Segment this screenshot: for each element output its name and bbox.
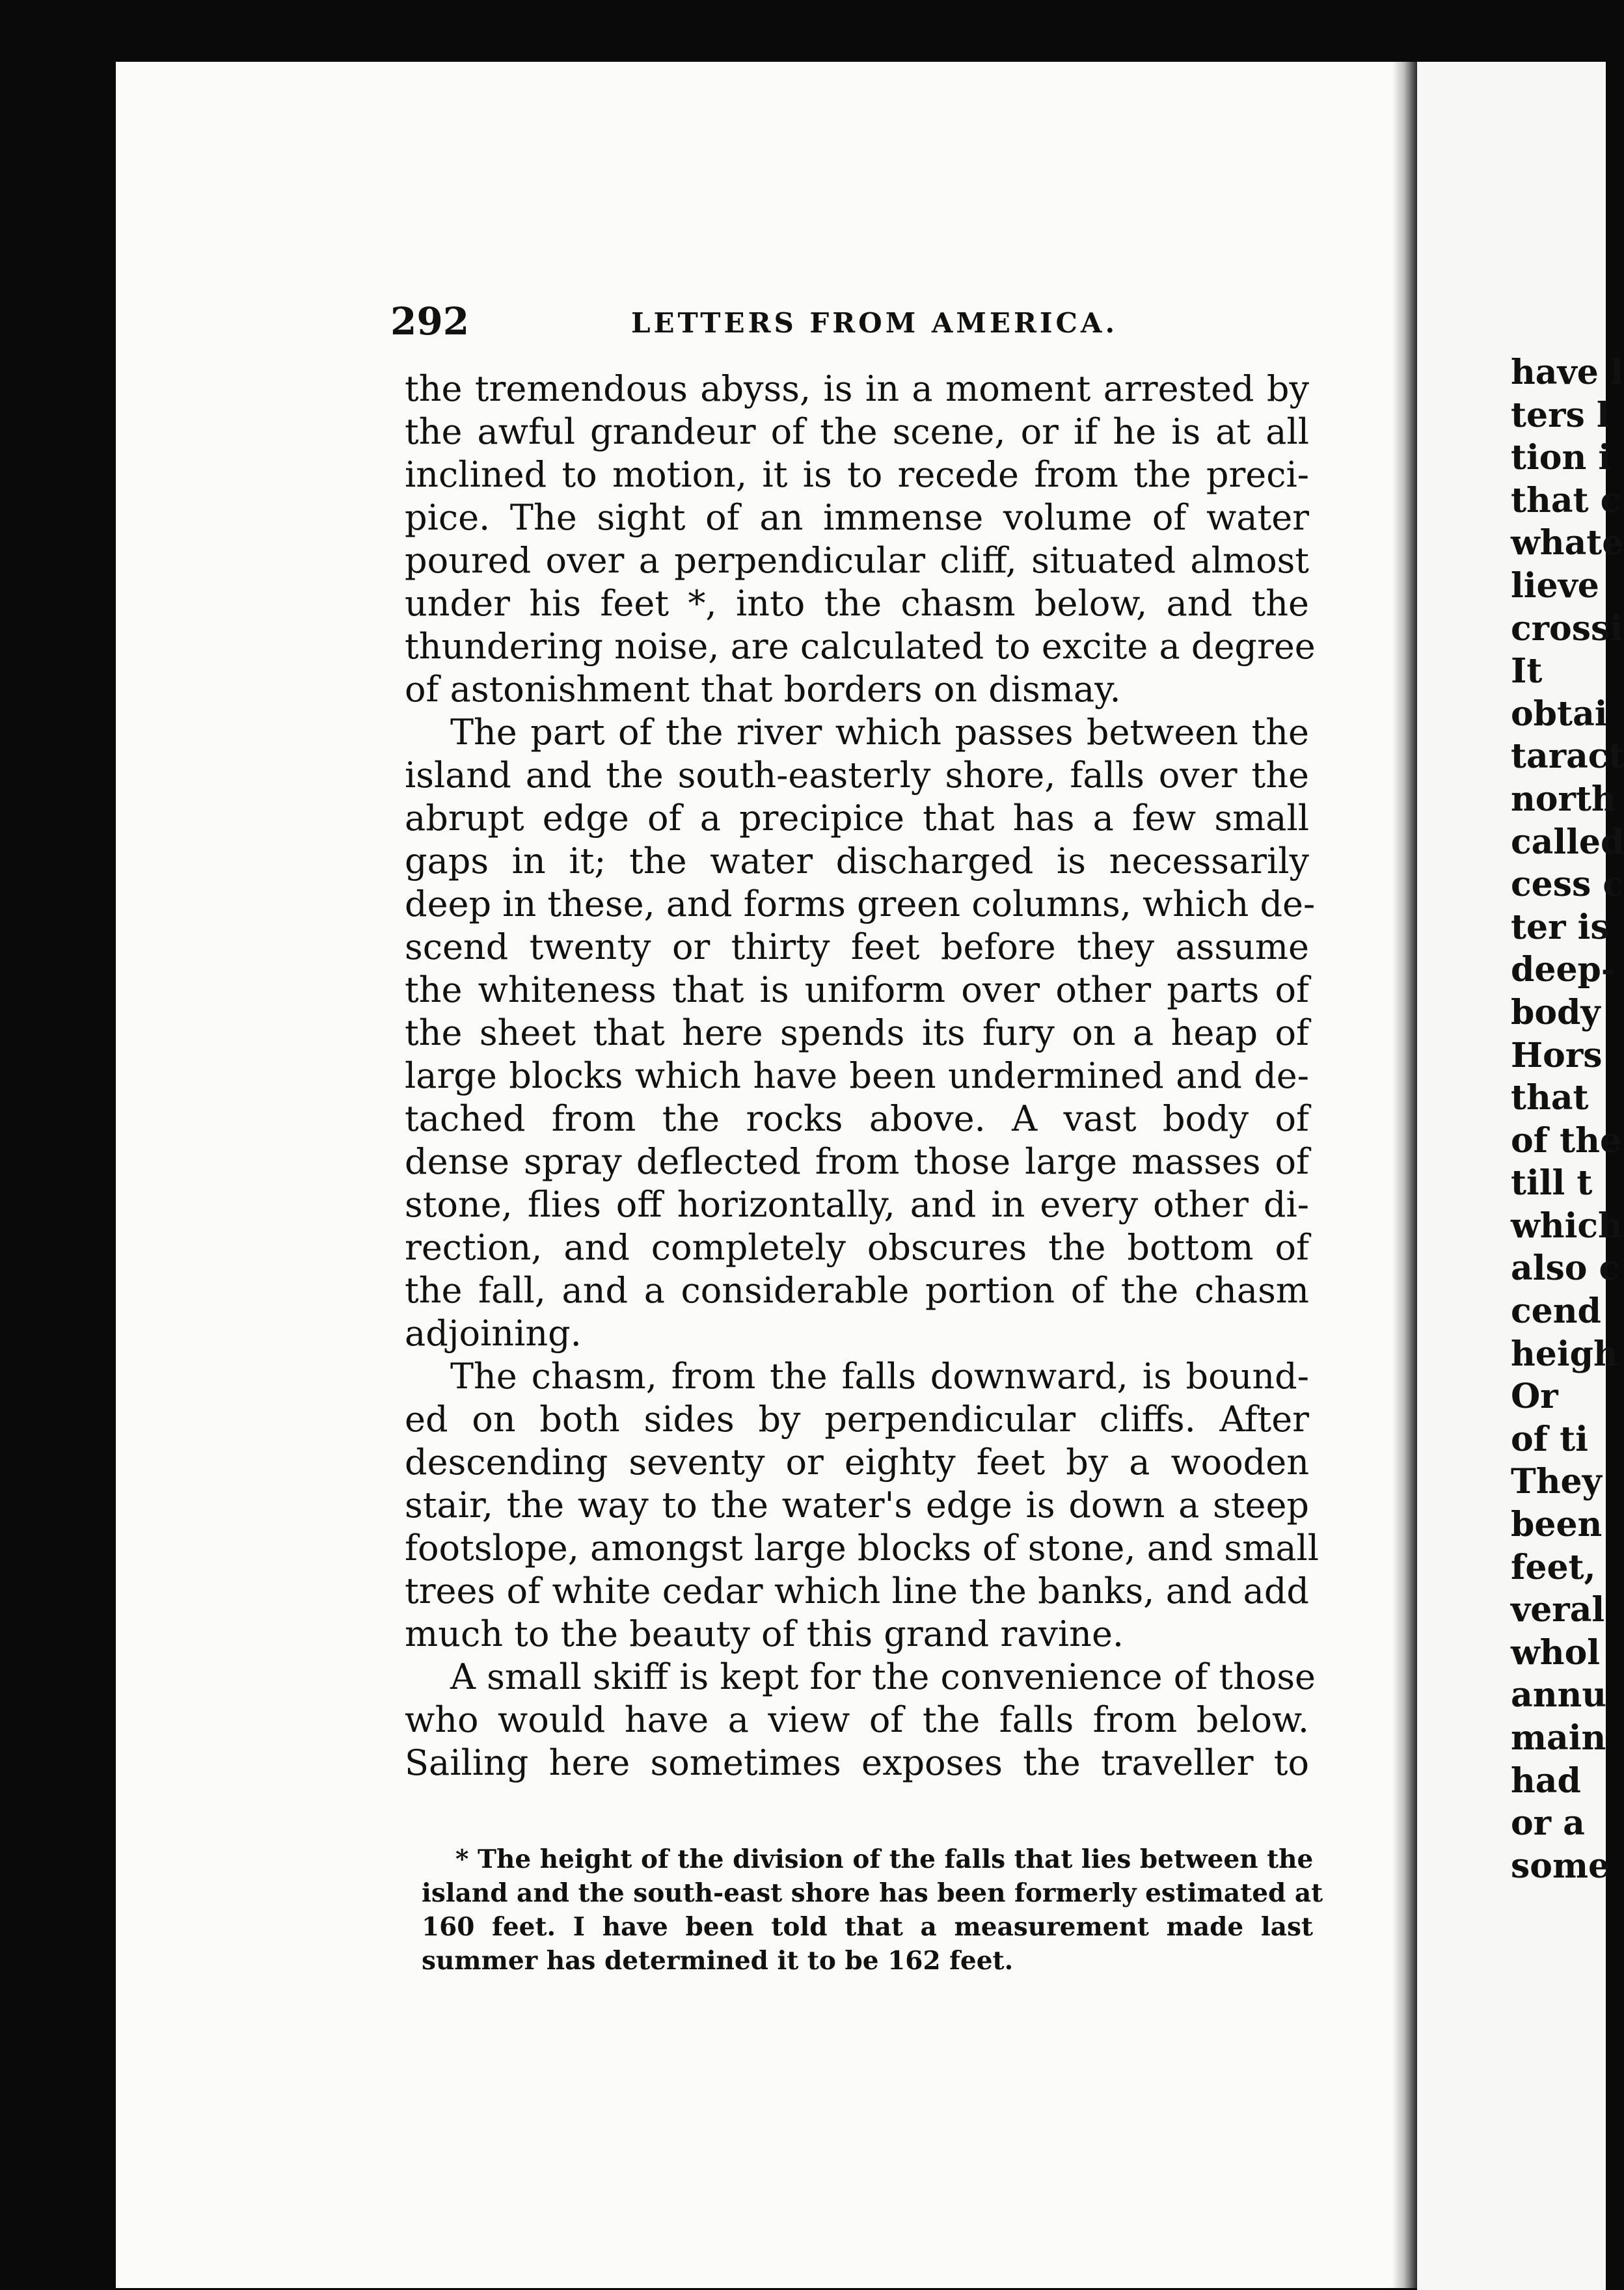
right-page-line: It (1511, 651, 1543, 692)
text-line: Sailing here sometimes exposes the traveller to (405, 1742, 1309, 1783)
right-page-line: cess c (1511, 865, 1624, 905)
right-page-line: some (1511, 1846, 1610, 1886)
right-page-line: lieve (1511, 565, 1599, 606)
footnote-line: * The height of the division of the falls that lies between the (455, 1844, 1314, 1874)
text-line: the whiteness that is uniform over other parts of (405, 969, 1309, 1010)
text-line: stair, the way to the water's edge is down a steep (405, 1485, 1309, 1526)
right-page-line: or a (1511, 1803, 1585, 1844)
text-line: of astonishment that borders on dismay. (405, 669, 1121, 710)
text-line: thundering noise, are calculated to excite a degree (405, 626, 1316, 667)
text-line: descending seventy or eighty feet by a wooden (405, 1442, 1309, 1483)
right-page-line: been (1511, 1505, 1603, 1545)
right-page-line: veral (1511, 1590, 1605, 1630)
right-page-text (1511, 351, 1624, 1887)
right-page-line: called (1511, 822, 1624, 862)
right-page-line: ter is (1511, 907, 1610, 947)
footnote-line: summer has determined it to be 162 feet. (422, 1946, 1014, 1976)
right-page-line: Or (1511, 1377, 1558, 1417)
text-line: who would have a view of the falls from below. (405, 1699, 1309, 1740)
text-line: under his feet *, into the chasm below, and the (405, 583, 1309, 624)
right-page-line: that c (1511, 480, 1621, 520)
text-line: ed on both sides by perpendicular cliffs. After (405, 1399, 1309, 1440)
text-line: poured over a perpendicular cliff, situated almost (405, 540, 1309, 581)
text-line: the fall, and a considerable portion of the chasm (405, 1270, 1309, 1311)
right-page-line: cend (1511, 1291, 1601, 1332)
text-line: abrupt edge of a precipice that has a few small (405, 798, 1309, 839)
text-line: the tremendous abyss, is in a moment arrested by (405, 368, 1309, 409)
right-page-line: obtai (1511, 694, 1608, 734)
text-line: deep in these, and forms green columns, which de- (405, 883, 1316, 924)
text-line: The part of the river which passes between the (450, 712, 1309, 753)
right-page-line: annu (1511, 1675, 1607, 1716)
right-page-line: also c (1511, 1248, 1620, 1289)
text-line: A small skiff is kept for the convenience of those (450, 1656, 1316, 1697)
text-line: gaps in it; the water discharged is necessarily (405, 841, 1309, 882)
text-line: adjoining. (405, 1313, 582, 1354)
body-text (405, 368, 1320, 1785)
right-page-line: main (1511, 1718, 1606, 1758)
text-line: much to the beauty of this grand ravine. (405, 1613, 1124, 1654)
right-page-line: crossi (1511, 608, 1623, 649)
right-page-line: of the (1511, 1120, 1622, 1161)
text-line: stone, flies off horizontally, and in every other di- (405, 1184, 1309, 1225)
right-page-line: of ti (1511, 1419, 1588, 1459)
text-line: inclined to motion, it is to recede from the preci- (405, 454, 1309, 495)
right-page-line: that (1511, 1078, 1589, 1118)
text-line: The chasm, from the falls downward, is bound- (450, 1356, 1309, 1397)
right-page-line: body (1511, 992, 1601, 1032)
right-page-line: whate (1511, 523, 1624, 563)
text-line: trees of white cedar which line the banks, and add (405, 1570, 1309, 1611)
text-line: rection, and completely obscures the bottom of (405, 1227, 1309, 1268)
right-page-line: have l (1511, 353, 1623, 392)
right-page-line: taract (1511, 736, 1624, 777)
text-line: large blocks which have been undermined and de- (405, 1055, 1309, 1096)
text-line: dense spray deflected from those large masses of (405, 1141, 1309, 1182)
footnote-line: island and the south-east shore has been formerly estimated at (422, 1878, 1323, 1908)
page-number: 292 (390, 299, 470, 344)
text-line: footslope, amongst large blocks of stone, and small (405, 1528, 1320, 1569)
running-head: LETTERS FROM AMERICA. (631, 307, 1118, 339)
text-line: island and the south-easterly shore, falls over the (405, 755, 1309, 796)
right-page-line: which (1511, 1206, 1623, 1246)
right-page-line: ters l (1511, 395, 1610, 435)
page-header (390, 299, 1314, 351)
book-gutter (1392, 62, 1418, 2288)
text-line: the awful grandeur of the scene, or if he is at all (405, 411, 1309, 452)
right-page-line: feet, (1511, 1547, 1596, 1587)
right-page-line: tion i (1511, 438, 1612, 478)
right-page-line: Hors (1511, 1035, 1603, 1075)
text-line: pice. The sight of an immense volume of water (405, 497, 1309, 538)
right-page-line: deep- (1511, 950, 1616, 990)
footnote-line: 160 feet. I have been told that a measurement made last (422, 1912, 1313, 1942)
right-page-line: whol (1511, 1632, 1601, 1673)
text-line: scend twenty or thirty feet before they assume (405, 926, 1309, 967)
right-page-line: had (1511, 1760, 1581, 1801)
right-page-line: They (1511, 1462, 1602, 1502)
text-line: tached from the rocks above. A vast body of (405, 1098, 1309, 1139)
right-page-line: north (1511, 779, 1616, 819)
right-page-line: heigh (1511, 1334, 1618, 1374)
footnote (422, 1842, 1323, 1978)
right-page-line: till t (1511, 1163, 1593, 1204)
text-line: the sheet that here spends its fury on a heap of (405, 1012, 1309, 1053)
